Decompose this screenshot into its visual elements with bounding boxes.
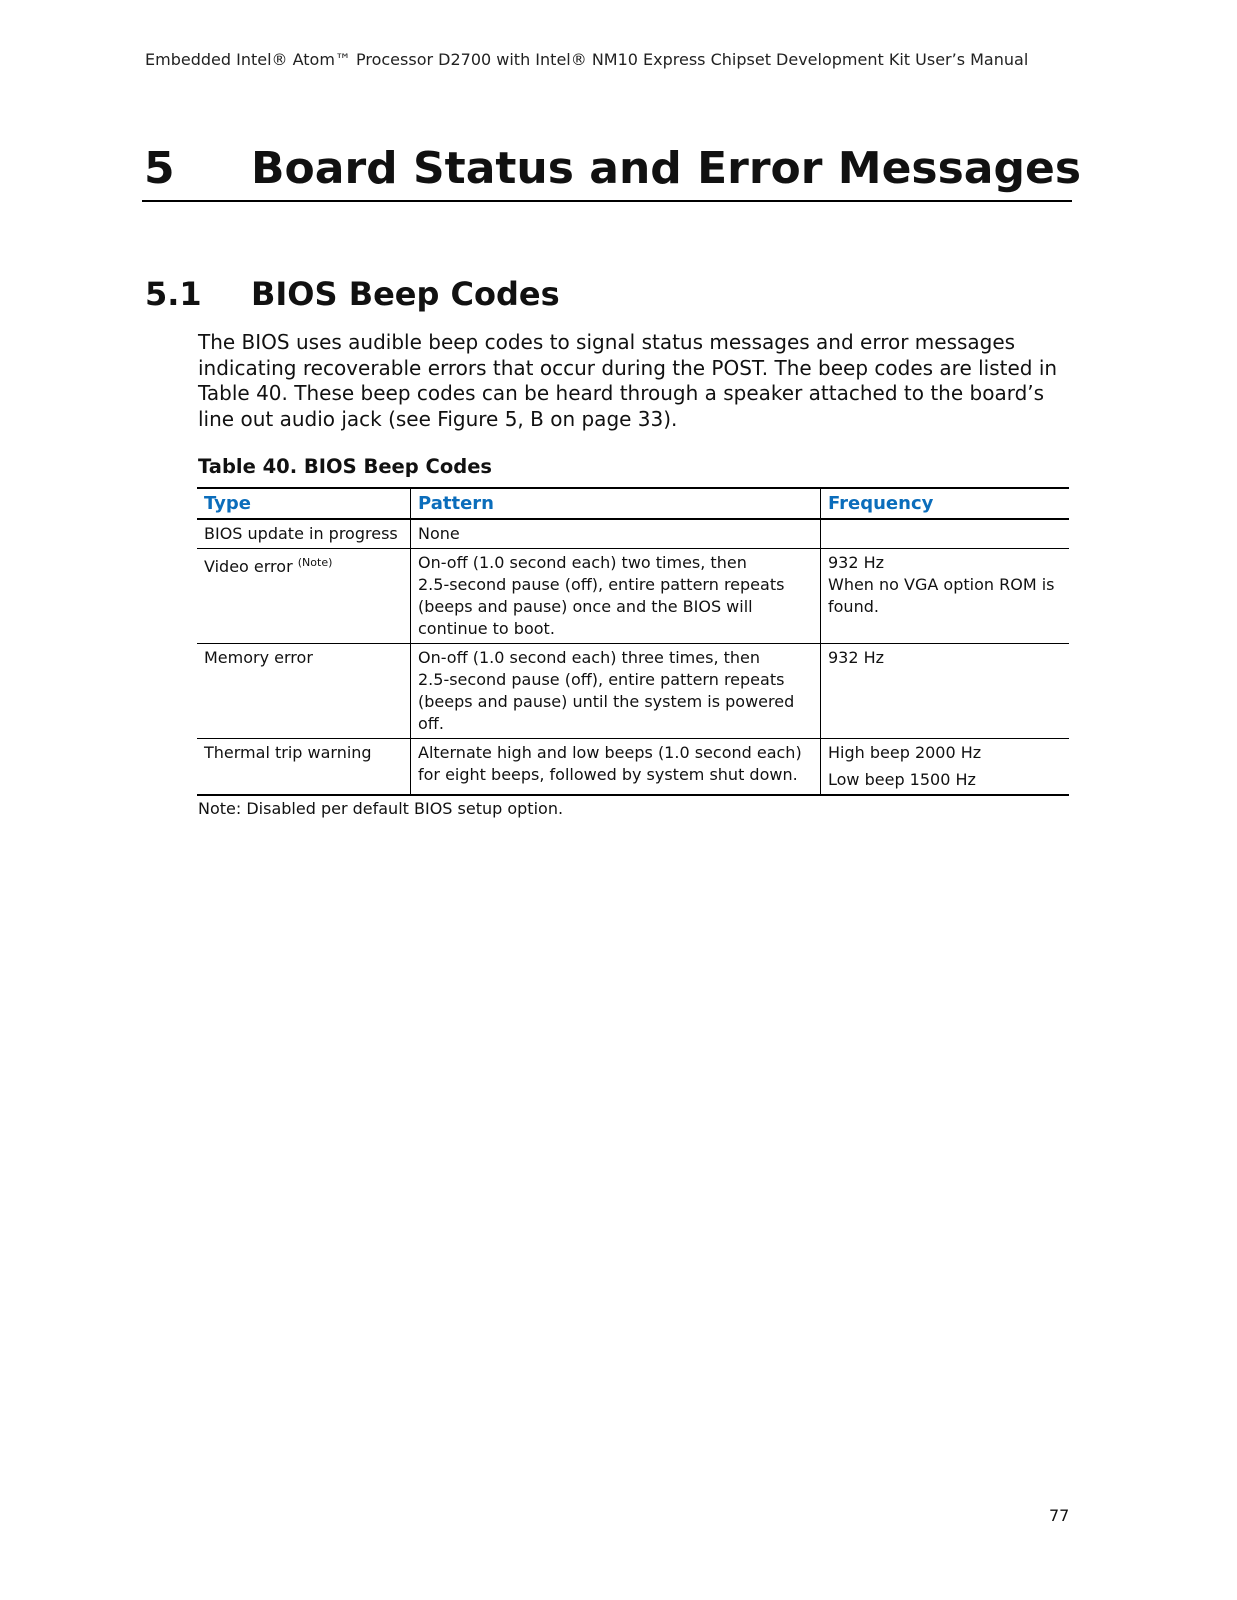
pattern-line: off. <box>418 714 444 733</box>
type-label: Thermal trip warning <box>204 743 372 762</box>
pattern-line: On-off (1.0 second each) two times, then <box>418 553 747 572</box>
table-row <box>197 549 1069 644</box>
body-paragraph <box>198 330 1078 432</box>
cell-type <box>197 519 411 549</box>
paragraph-line: line out audio jack (see Figure 5, B on page 33). <box>198 406 678 431</box>
frequency-line: 932 Hz <box>828 553 885 572</box>
chapter-number: 5 <box>144 143 175 194</box>
cell-frequency <box>821 739 1070 796</box>
cell-pattern <box>411 739 821 796</box>
cell-type <box>197 739 411 796</box>
cell-pattern <box>411 644 821 739</box>
type-label: Video error <box>204 557 293 576</box>
section-number: 5.1 <box>145 275 202 313</box>
cell-pattern <box>411 549 821 644</box>
pattern-line: (beeps and pause) until the system is powered <box>418 692 795 711</box>
table-row <box>197 644 1069 739</box>
note-reference: (Note) <box>297 556 333 569</box>
frequency-line: High beep 2000 Hz <box>828 743 982 762</box>
cell-pattern <box>411 519 821 549</box>
beep-codes-table <box>197 487 1069 796</box>
cell-frequency <box>821 519 1070 549</box>
paragraph-line: Table 40. These beep codes can be heard through a speaker attached to the board’s <box>198 381 1045 405</box>
cell-type <box>197 549 411 644</box>
table-caption: Table 40. BIOS Beep Codes <box>198 455 493 478</box>
pattern-line: (beeps and pause) once and the BIOS will <box>418 597 753 616</box>
column-header-pattern: Pattern <box>411 488 821 519</box>
section-title: BIOS Beep Codes <box>251 275 560 313</box>
cell-frequency <box>821 549 1070 644</box>
cell-frequency <box>821 644 1070 739</box>
table-header-row <box>197 488 1069 519</box>
paragraph-line: indicating recoverable errors that occur during the POST. The beep codes are listed in <box>198 355 1058 380</box>
pattern-line: continue to boot. <box>418 619 555 638</box>
pattern-line: for eight beeps, followed by system shut down. <box>418 765 798 784</box>
pattern-line: None <box>418 524 460 543</box>
column-header-frequency: Frequency <box>821 488 1070 519</box>
table-row <box>197 739 1069 796</box>
table-row <box>197 519 1069 549</box>
column-header-type: Type <box>197 488 411 519</box>
pattern-line: 2.5-second pause (off), entire pattern repeats <box>418 575 785 594</box>
type-label: BIOS update in progress <box>204 524 398 543</box>
cell-type <box>197 644 411 739</box>
section-heading <box>145 272 560 316</box>
chapter-title: Board Status and Error Messages <box>251 143 1082 194</box>
frequency-line: Low beep 1500 Hz <box>828 770 976 789</box>
table-note: Note: Disabled per default BIOS setup option. <box>198 799 564 818</box>
chapter-heading <box>142 140 1082 202</box>
frequency-line: When no VGA option ROM is <box>828 575 1055 594</box>
running-header: Embedded Intel® Atom™ Processor D2700 with Intel® NM10 Express Chipset Development Kit User’s Manual <box>145 50 1029 69</box>
type-label: Memory error <box>204 648 313 667</box>
page-number: 77 <box>1049 1506 1070 1525</box>
pattern-line: Alternate high and low beeps (1.0 second each) <box>418 743 802 762</box>
pattern-line: 2.5-second pause (off), entire pattern repeats <box>418 670 785 689</box>
frequency-line: found. <box>828 597 879 616</box>
frequency-line: 932 Hz <box>828 648 885 667</box>
pattern-line: On-off (1.0 second each) three times, then <box>418 648 761 667</box>
paragraph-line: The BIOS uses audible beep codes to signal status messages and error messages <box>198 330 1016 354</box>
